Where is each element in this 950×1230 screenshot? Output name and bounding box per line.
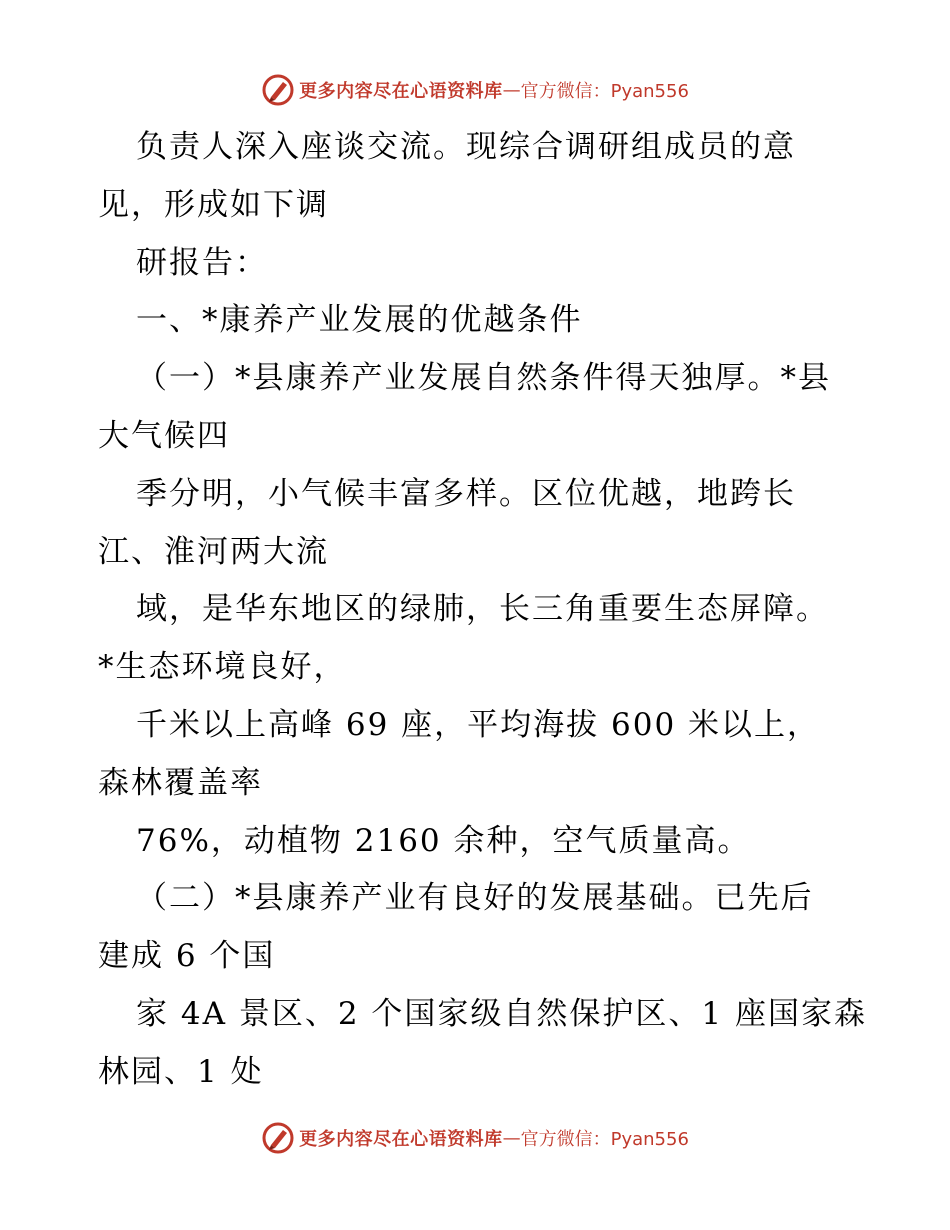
body-line: 域，是华东地区的绿肺，长三角重要生态屏障。 xyxy=(136,591,829,628)
subsection-heading: （二）*县康养产业有良好的发展基础。已先后 xyxy=(136,880,814,917)
body-line: 家 4A 景区、2 个国家级自然保护区、1 座国家森 xyxy=(136,995,867,1032)
body-line: 76%，动植物 2160 余种，空气质量高。 xyxy=(136,822,751,859)
footer-banner xyxy=(0,1118,950,1158)
subsection-heading: （一）*县康养产业发展自然条件得天独厚。*县 xyxy=(136,360,831,397)
banner-site-text: 更多内容尽在心语资料库 xyxy=(299,81,503,102)
body-line: 江、淮河两大流 xyxy=(98,533,329,570)
body-line: 建成 6 个国 xyxy=(98,938,276,975)
banner-separator: — xyxy=(502,79,521,101)
body-line: 森林覆盖率 xyxy=(98,764,263,801)
body-line: 林园、1 处 xyxy=(98,1053,264,1090)
banner-wechat-text: 官方微信：Pyan556 xyxy=(520,1129,689,1150)
header-banner xyxy=(0,70,950,110)
body-line: 千米以上高峰 69 座，平均海拔 600 米以上， xyxy=(136,706,821,743)
body-line: 见，形成如下调 xyxy=(98,186,329,223)
body-line: 大气候四 xyxy=(98,417,230,454)
pen-logo-icon xyxy=(261,73,295,107)
body-line: *生态环境良好， xyxy=(98,649,347,686)
banner-separator: — xyxy=(502,1127,521,1149)
body-line: 季分明，小气候丰富多样。区位优越，地跨长 xyxy=(136,475,796,512)
document-body xyxy=(98,119,868,1102)
banner-site-text: 更多内容尽在心语资料库 xyxy=(299,1129,503,1150)
banner-wechat-text: 官方微信：Pyan556 xyxy=(520,81,689,102)
body-line: 负责人深入座谈交流。现综合调研组成员的意 xyxy=(136,129,796,165)
section-heading: 一、*康养产业发展的优越条件 xyxy=(136,302,583,339)
pen-logo-icon xyxy=(261,1121,295,1155)
body-line: 研报告： xyxy=(136,244,268,281)
